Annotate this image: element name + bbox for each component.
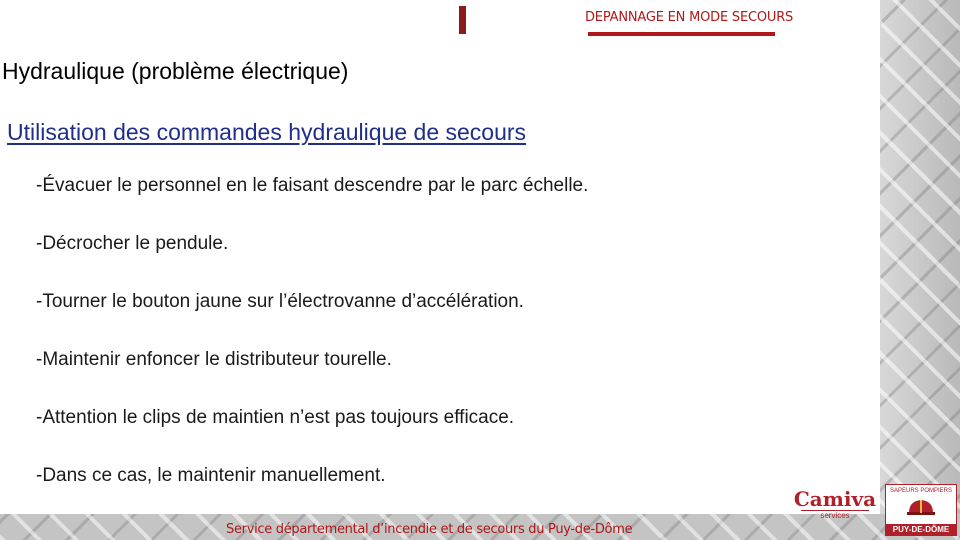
- slide-title: Hydraulique (problème électrique): [2, 58, 349, 84]
- list-item: -Tourner le bouton jaune sur l’électrovanne d’accélération.: [36, 291, 524, 312]
- list-item: -Attention le clips de maintien n’est pas toujours efficace.: [36, 407, 515, 428]
- footer-text: Service départemental d’incendie et de secours du Puy-de-Dôme: [226, 522, 633, 537]
- camiva-logo-sub: services: [801, 510, 869, 520]
- fire-helmet-icon: [906, 496, 936, 516]
- header-accent-bar: [459, 6, 466, 34]
- list-item: -Évacuer le personnel en le faisant descendre par le parc échelle.: [36, 175, 589, 196]
- sdis-logo: [885, 484, 957, 536]
- list-item: -Décrocher le pendule.: [36, 233, 229, 254]
- list-item: -Dans ce cas, le maintenir manuellement.: [36, 465, 386, 486]
- camiva-logo-name: Camiva: [793, 487, 877, 511]
- sdis-logo-top: SAPEURS POMPIERS: [889, 488, 952, 494]
- header-label: DEPANNAGE EN MODE SECOURS: [585, 10, 794, 25]
- list-item: -Maintenir enfoncer le distributeur tourelle.: [36, 349, 392, 370]
- slide-subtitle: Utilisation des commandes hydraulique de secours: [7, 119, 527, 145]
- camiva-logo: [793, 488, 877, 520]
- steel-plate-background: [880, 0, 960, 540]
- sdis-logo-bottom: PUY-DE-DÔME: [886, 524, 956, 535]
- instruction-list: [36, 172, 588, 520]
- header-underline: [588, 32, 775, 36]
